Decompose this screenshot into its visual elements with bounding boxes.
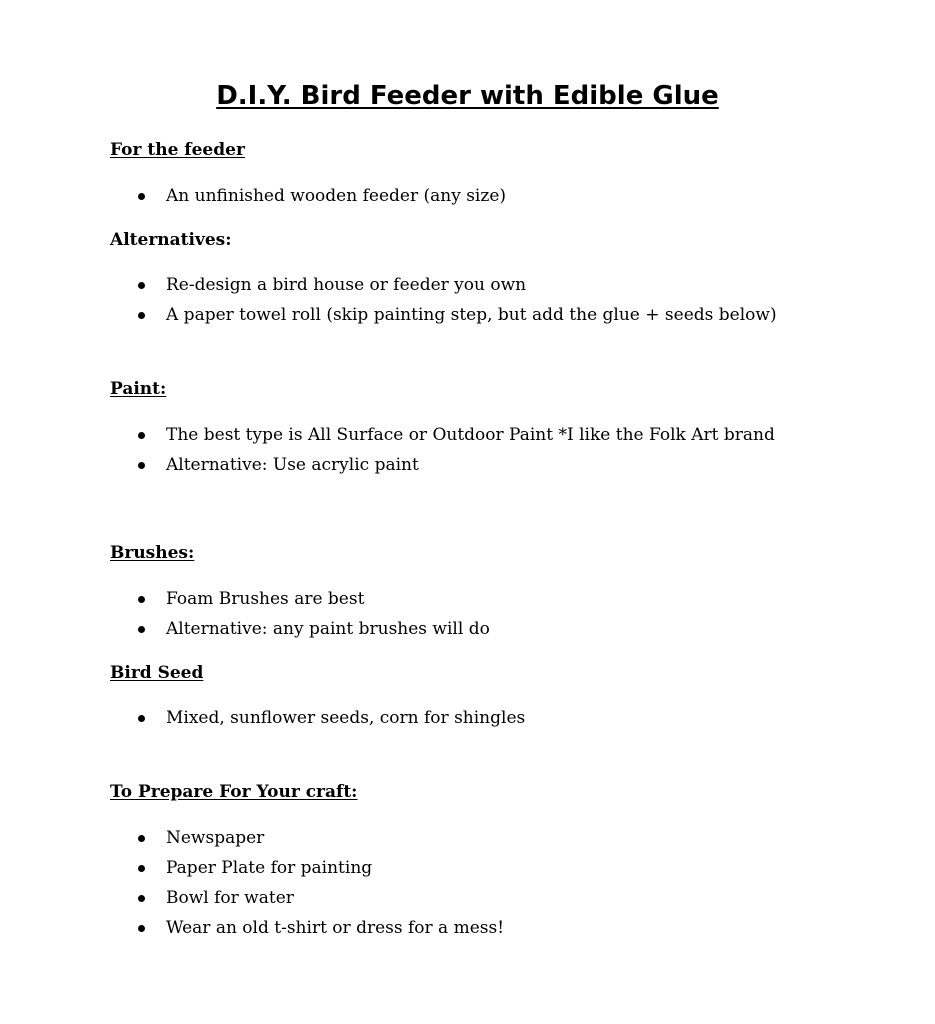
list-item: The best type is All Surface or Outdoor Paint *I like the Folk Art brand	[136, 420, 775, 450]
list-item: Foam Brushes are best	[136, 584, 490, 614]
list-item: Newspaper	[136, 823, 504, 853]
feeder-list	[136, 181, 506, 211]
list-item: Alternative: any paint brushes will do	[136, 614, 490, 644]
section-heading-alternatives: Alternatives:	[110, 230, 232, 250]
bird-seed-list	[136, 703, 525, 733]
list-item: Mixed, sunflower seeds, corn for shingles	[136, 703, 525, 733]
section-heading-paint: Paint:	[110, 379, 167, 399]
paint-list	[136, 420, 775, 480]
section-heading-feeder: For the feeder	[110, 140, 245, 160]
list-item: Wear an old t-shirt or dress for a mess!	[136, 913, 504, 943]
section-heading-brushes: Brushes:	[110, 543, 195, 563]
list-item: Alternative: Use acrylic paint	[136, 450, 775, 480]
list-item: Re-design a bird house or feeder you own	[136, 270, 777, 300]
alternatives-list	[136, 270, 777, 330]
section-heading-prepare: To Prepare For Your craft:	[110, 782, 358, 802]
list-item: An unfinished wooden feeder (any size)	[136, 181, 506, 211]
section-heading-bird-seed: Bird Seed	[110, 663, 204, 683]
brushes-list	[136, 584, 490, 644]
list-item: Bowl for water	[136, 883, 504, 913]
page-title: D.I.Y. Bird Feeder with Edible Glue	[216, 81, 719, 111]
prepare-list	[136, 823, 504, 943]
list-item: Paper Plate for painting	[136, 853, 504, 883]
list-item: A paper towel roll (skip painting step, but add the glue + seeds below)	[136, 300, 777, 330]
